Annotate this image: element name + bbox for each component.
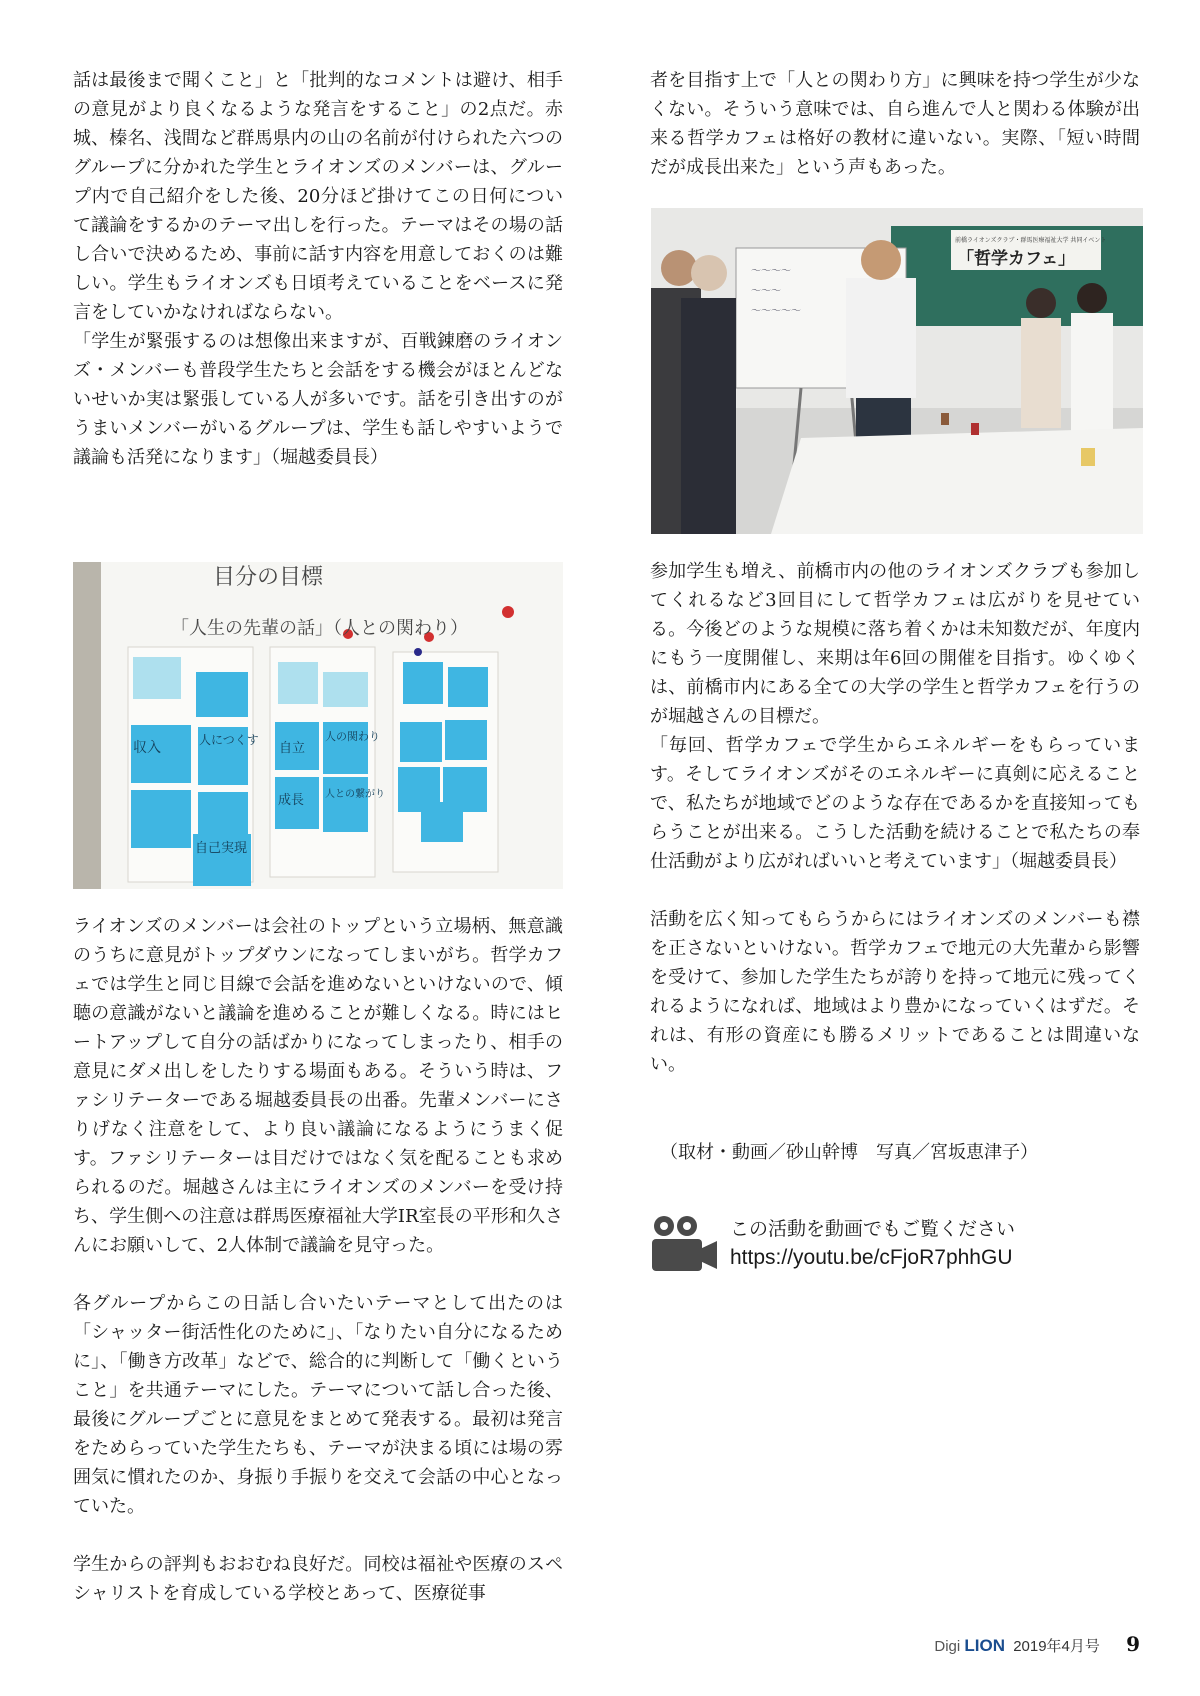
brand-lion: LION	[964, 1636, 1006, 1655]
sticky-note-label: 収入	[133, 740, 161, 756]
sticky-note-label: 人につくす	[199, 733, 259, 747]
sticky-note-label: 自立	[279, 741, 306, 756]
banner-title: 「哲学カフェ」	[957, 249, 1076, 269]
video-caption: この活動を動画でもご覧ください	[730, 1218, 1016, 1240]
right-column-top	[650, 66, 1140, 182]
whiteboard-writing: 〜〜〜〜〜	[751, 306, 801, 317]
banner-subtitle: 前橋ライオンズクラブ・群馬医療福祉大学 共同イベント	[955, 237, 1107, 244]
board-heading-1: 目分の目標	[213, 565, 324, 590]
sticky-note-label: 自己実現	[195, 841, 248, 856]
photo-whiteboard-sticky-notes	[73, 562, 563, 889]
photo-philosophy-cafe-event	[651, 208, 1143, 534]
whiteboard-writing: 〜〜〜〜	[751, 266, 791, 277]
paragraph: 話は最後まで聞くこと」と「批判的なコメントは避け、相手の意見がより良くなるような発言をすること」の2点だ。赤城、榛名、浅間など群馬県内の山の名前が付けられた六つのグループに分かれた学生とライオンズのメンバーは、グループ内で自己紹介をした後、20分ほど掛けてこの日何について議論をするかのテーマ出しを行った。テーマはその場の話し合いで決めるため、事前に話す内容を用意しておくのは難しい。学生もライオンズも日頃考えていることをベースに発言をしていかなければならない。	[73, 70, 563, 323]
paragraph: 「学生が緊張するのは想像出来ますが、百戦錬磨のライオンズ・メンバーも普段学生たちと会話をする機会がほとんどないせいか実は緊張している人が多いです。話を引き出すのがうまいメンバーがいるグループは、学生も話しやすいようで議論も活発になります」（堀越委員長）	[73, 331, 563, 468]
page-number: 9	[1126, 1632, 1140, 1656]
brand-digi: Digi	[934, 1638, 961, 1655]
video-promo	[650, 1212, 1150, 1276]
whiteboard-illustration	[73, 562, 563, 889]
left-column-bottom	[73, 912, 563, 1608]
sticky-note-label: 人との繋がり	[325, 789, 385, 800]
paragraph: 「毎回、哲学カフェで学生からエネルギーをもらっています。そしてライオンズがそのエネルギーに真剣に応えることで、私たちが地域でどのような存在であるかを直接知ってもらうことが出来る。こうした活動を続けることで私たちの奉仕活動がより広がればいいと考えています」（堀越委員長）	[650, 735, 1140, 872]
paragraph: 各グループからこの日話し合いたいテーマとして出たのは「シャッター街活性化のために」、「なりたい自分になるために」、「働き方改革」などで、総合的に判断して「働くということ」を共通テーマにした。テーマについて話し合った後、最後にグループごとに意見をまとめて発表する。最初は発言をためらっていた学生たちも、テーマが決まる頃には場の雰囲気に慣れたのか、身振り手振りを交えて会話の中心となっていた。	[73, 1293, 563, 1517]
board-heading-2: 「人生の先輩の話」（人との関わり）	[171, 618, 468, 639]
sticky-note-label: 人の関わり	[325, 730, 380, 743]
event-illustration	[651, 208, 1143, 534]
page-footer	[934, 1632, 1140, 1656]
paragraph: 活動を広く知ってもらうからにはライオンズのメンバーも襟を正さないといけない。哲学カフェで地元の大先輩から影響を受けて、参加した学生たちが誇りを持って地元に残ってくれるようになれば、地域はより豊かになっていくはずだ。それは、有形の資産にも勝るメリットであることは間違いない。	[650, 909, 1140, 1075]
left-column-top	[73, 66, 563, 472]
credits: （取材・動画／砂山幹博 写真／宮坂恵津子）	[660, 1142, 1038, 1163]
issue-label: 2019年4月号	[1013, 1638, 1100, 1655]
video-camera-icon	[650, 1214, 718, 1272]
paragraph: 参加学生も増え、前橋市内の他のライオンズクラブも参加してくれるなど3回目にして哲学カフェは広がりを見せている。今後どのような規模に落ち着くかは未知数だが、年度内にもう一度開催し、来期は年6回の開催を目指す。ゆくゆくは、前橋市内にある全ての大学の学生と哲学カフェを行うのが堀越さんの目標だ。	[650, 561, 1140, 727]
paragraph: 者を目指す上で「人との関わり方」に興味を持つ学生が少なくない。そういう意味では、自ら進んで人と関わる体験が出来る哲学カフェは格好の教材に違いない。実際、「短い時間だが成長出来た」という声もあった。	[650, 70, 1140, 178]
paragraph: ライオンズのメンバーは会社のトップという立場柄、無意識のうちに意見がトップダウンになってしまいがち。哲学カフェでは学生と同じ目線で会話を進めないといけないので、傾聴の意識がないと議論を進めることが難しくなる。時にはヒートアップして自分の話ばかりになってしまったり、相手の意見にダメ出しをしたりする場面もある。そういう時は、ファシリテーターである堀越委員長の出番。先輩メンバーにさりげなく注意をして、より良い議論になるようにうまく促す。ファシリテーターは目だけではなく気を配ることも求められるのだ。堀越さんは主にライオンズのメンバーを受け持ち、学生側への注意は群馬医療福祉大学IR室長の平形和久さんにお願いして、2人体制で議論を見守った。	[73, 916, 563, 1256]
sticky-note-label: 成長	[278, 793, 305, 808]
right-column-bottom	[650, 557, 1140, 1079]
video-link[interactable]: https://youtu.be/cFjoR7phhGU	[730, 1246, 1013, 1269]
paragraph: 学生からの評判もおおむね良好だ。同校は福祉や医療のスペシャリストを育成している学校とあって、医療従事	[73, 1554, 563, 1604]
whiteboard-writing: 〜〜〜	[751, 286, 781, 297]
